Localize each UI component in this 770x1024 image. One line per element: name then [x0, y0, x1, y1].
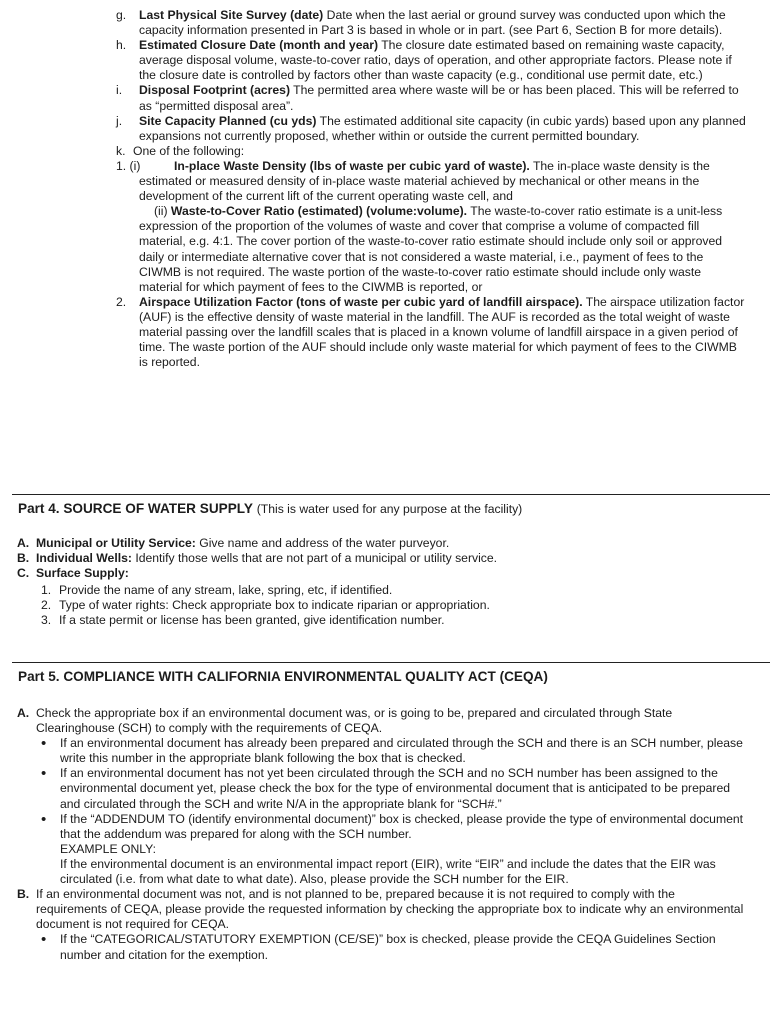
item-marker: h.: [116, 38, 127, 53]
sub-list-item: [17, 583, 737, 598]
bullet-text: If an environmental document has not yet been circulated through the SCH and no SCH number has been assigned to the environmental document yet, please check the box for the type of environmental document that is anticipated to be prepared and circulated through the SCH and write N/A in the appropriate blank for “SCH#.”: [60, 766, 731, 811]
bullet-icon: •: [41, 735, 47, 753]
item-marker: j.: [116, 113, 123, 128]
part3-items: [116, 8, 746, 370]
sub-item-marker: 3.: [41, 613, 52, 628]
part4-items: [17, 536, 737, 629]
section-divider: [12, 494, 770, 495]
list-item: [17, 551, 737, 566]
sub-list-item: [17, 598, 737, 613]
bullet-item: [17, 766, 747, 811]
list-item: [116, 83, 746, 113]
item-text: Give name and address of the water purveyor.: [195, 536, 450, 550]
item-text: The permitted area where waste will be or has been placed. This will be referred to as “permitted disposal area”.: [139, 83, 739, 113]
item-term: Individual Wells:: [36, 551, 132, 566]
item-marker: i.: [116, 83, 123, 98]
option-2-term: Airspace Utilization Factor (tons of waste per cubic yard of landfill airspace).: [139, 294, 583, 309]
sub-item-text: Provide the name of any stream, lake, spring, etc, if identified.: [59, 583, 393, 598]
part5-title: Part 5. COMPLIANCE WITH CALIFORNIA ENVIRONMENTAL QUALITY ACT (CEQA): [18, 669, 548, 684]
option-1: [116, 159, 746, 204]
part5-item-a: [17, 706, 747, 736]
bullet-item: [17, 812, 747, 842]
part5-item-b: [17, 887, 747, 932]
part5-heading: [18, 668, 548, 685]
bullet-item: [17, 736, 747, 766]
item-marker: B.: [17, 887, 30, 902]
part4-heading: [18, 500, 522, 518]
option-1-term: In-place Waste Density (lbs of waste per cubic yard of waste).: [174, 158, 530, 173]
item-text: The closure date estimated based on remaining waste capacity, average disposal volume, waste-to-cover ratio, days of operation, and other appropriate factors. Please note if the closure date is controlled by factors other than waste capacity (e.g., conditional use permit date, etc.): [139, 38, 732, 83]
item-term: Surface Supply:: [36, 566, 129, 581]
list-item: [116, 38, 746, 83]
list-item: [17, 566, 737, 581]
list-item: [17, 536, 737, 551]
item-marker: A.: [17, 536, 30, 550]
item-marker: g.: [116, 8, 127, 22]
item-a-text: Check the appropriate box if an environmental document was, or is going to be, prepared and circulated through State Clearinghouse (SCH) to comply with the requirements of CEQA.: [36, 706, 673, 736]
list-item: [116, 114, 746, 144]
option-2: [116, 295, 746, 370]
item-marker: A.: [17, 706, 30, 720]
option-1-text: The in-place waste density is the estimated or measured density of in-place waste material achieved by mechanical or other means in the development of the current lift of the current operating waste cell, and: [139, 158, 710, 204]
item-term: Disposal Footprint (acres): [139, 83, 291, 98]
bullet-text: If the “ADDENDUM TO (identify environmental document)” box is checked, please provide the type of environmental document that the addendum was prepared for along with the SCH number.: [60, 811, 744, 841]
sub-item-marker: 1.: [41, 583, 52, 598]
option-2-text: The airspace utilization factor (AUF) is the effective density of waste material in the landfill. The AUF is recorded as the total weight of waste material passing over the landfill scales that is placed in a known volume of landfill airspace in a given period of time. The waste portion of the AUF should include only waste material for which payment of fees to the CIWMB is reported.: [139, 294, 745, 370]
item-term: Estimated Closure Date (month and year): [139, 38, 379, 53]
option-1-ii-term: Waste-to-Cover Ratio (estimated) (volume:volume).: [170, 204, 468, 219]
example-label-text: EXAMPLE ONLY:: [60, 841, 156, 856]
sub-item-text: Type of water rights: Check appropriate box to indicate riparian or appropriation.: [59, 598, 490, 613]
example-body-text: If the environmental document is an environmental impact report (EIR), write “EIR” and include the dates that the EIR was circulated (i.e. from what date to what date). Also, please provide the SCH number for the EIR.: [60, 856, 716, 887]
item-k-intro: One of the following:: [133, 143, 245, 158]
sub-item-text: If a state permit or license has been granted, give identification number.: [59, 613, 445, 628]
item-text: Identify those wells that are not part of a municipal or utility service.: [131, 551, 498, 566]
item-marker: k.: [116, 143, 126, 158]
bullet-text: If the “CATEGORICAL/STATUTORY EXEMPTION (CE/SE)” box is checked, please provide the CEQA Guidelines Section number and citation for the exemption.: [60, 932, 716, 962]
bullet-text: If an environmental document has already been prepared and circulated through the SCH and there is an SCH number, please write this number in the appropriate blank following the box that is checked.: [60, 736, 743, 766]
bullet-icon: •: [41, 810, 47, 828]
option-2-prefix: 2.: [116, 294, 127, 309]
sub-item-marker: 2.: [41, 598, 52, 613]
option-1-prefix: 1. (i): [116, 158, 141, 173]
item-term: Last Physical Site Survey (date): [139, 8, 324, 22]
item-term: Site Capacity Planned (cu yds): [139, 113, 317, 128]
option-1-ii: [116, 204, 746, 295]
item-text: Date when the last aerial or ground survey was conducted upon which the capacity information presented in Part 3 is based in whole or in part. (see Part 6, Section B for more details).: [139, 8, 726, 38]
item-marker: C.: [17, 566, 30, 581]
example-label: [17, 842, 747, 857]
part5-body: [17, 706, 747, 963]
bullet-icon: •: [41, 931, 47, 949]
item-text: The estimated additional site capacity (in cubic yards) based upon any planned expansions not currently proposed, whether within or outside the current permitted boundary.: [139, 113, 746, 143]
part4-subtitle: (This is water used for any purpose at the facility): [256, 502, 523, 516]
option-1-ii-prefix: (ii): [154, 204, 171, 219]
part4-title: Part 4. SOURCE OF WATER SUPPLY: [18, 501, 253, 516]
option-1-ii-text: The waste-to-cover ratio estimate is a unit-less expression of the proportion of the volumes of waste and cover that comprise a volume of compacted fill material, e.g. 4:1. The cover portion of the waste-to-cover ratio estimate should include only soil or approved daily or intermediate alternative cover that is not considered a waste material, i.e., payment of fees to the CIWMB is not required. The waste portion of the waste-to-cover ratio estimate should include only waste material for which payment of fees to the CIWMB is reported, or: [139, 204, 723, 294]
section-divider: [12, 662, 770, 663]
bullet-icon: •: [41, 765, 47, 783]
item-marker: B.: [17, 551, 30, 566]
item-term: Municipal or Utility Service:: [36, 536, 196, 550]
list-item-k: [116, 144, 746, 159]
item-b-text: If an environmental document was not, and is not planned to be, prepared because it is not required to comply with the requirements of CEQA, please provide the requested information by checking the appropriate box to indicate why an environmental document is not required for CEQA.: [36, 887, 744, 932]
bullet-item: [17, 932, 747, 962]
list-item: [116, 8, 746, 38]
example-text: [17, 857, 747, 887]
sub-list-item: [17, 613, 737, 628]
